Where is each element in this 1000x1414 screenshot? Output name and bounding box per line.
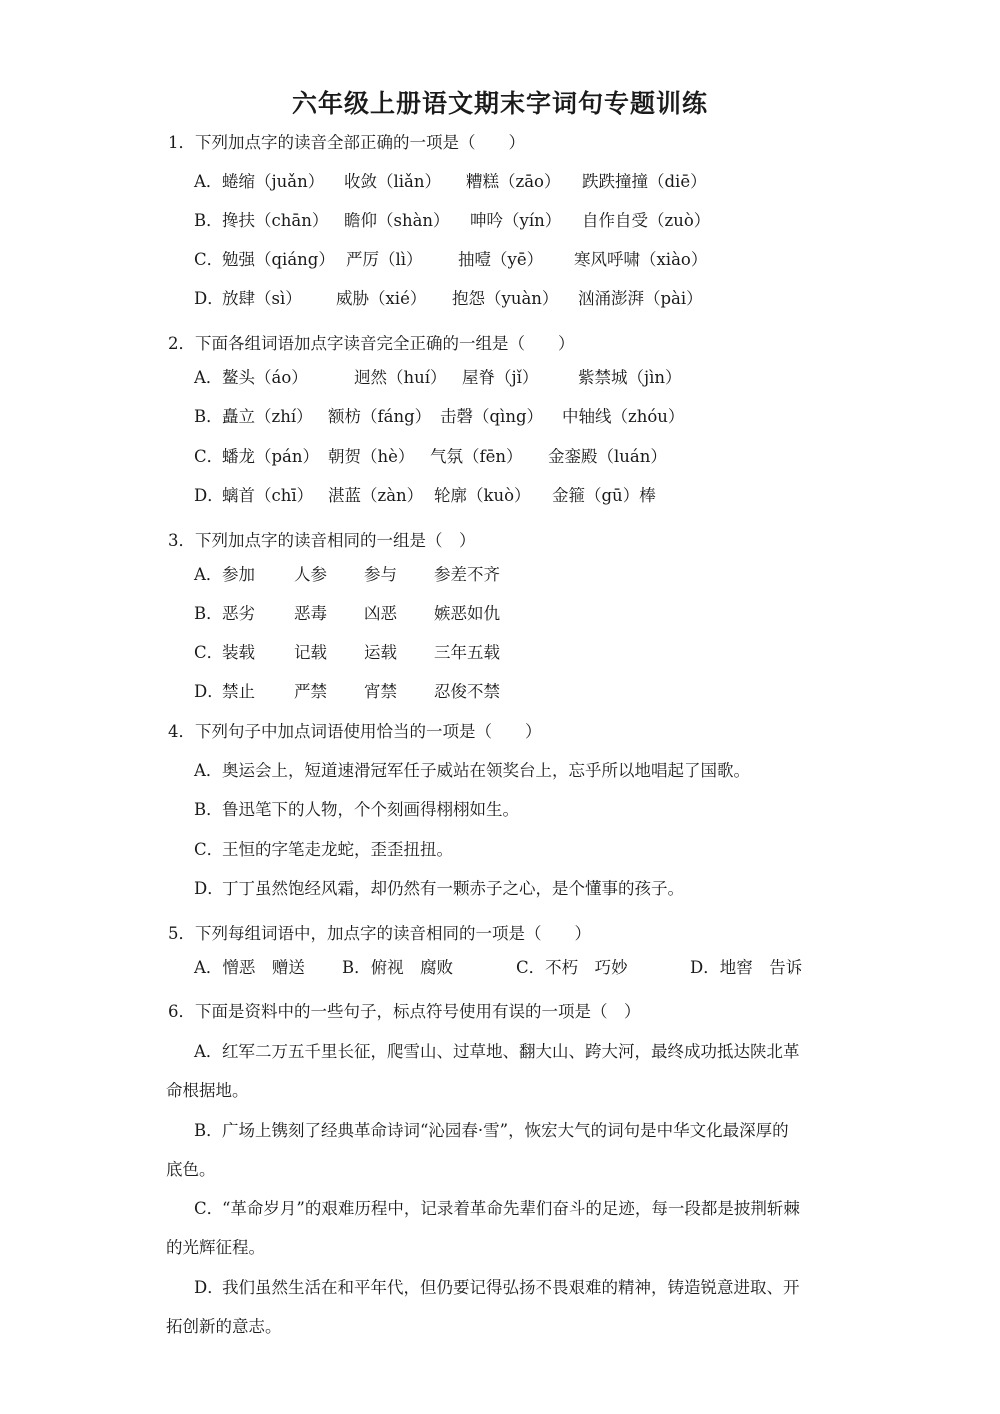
option-letter: B． <box>194 211 223 230</box>
option-item: 人参 <box>294 565 327 584</box>
option-item: 气氛（fēn） <box>430 447 523 466</box>
option-letter: C． <box>194 447 224 466</box>
option-item: 抽噎（yē） <box>458 250 544 269</box>
option-item: 糟糕（zāo） <box>466 172 561 191</box>
option-letter: C． <box>194 250 224 269</box>
option-letter: A． <box>194 1042 223 1061</box>
option-item: 嫉恶如仇 <box>434 604 500 623</box>
option-item: 蜷缩（juǎn） <box>222 172 325 191</box>
question-1-stem: 1．下列加点字的读音全部正确的一项是（ ） <box>168 133 525 152</box>
option-item: 严禁 <box>294 682 327 701</box>
option-letter: D． <box>194 289 224 308</box>
option-item: 记载 <box>294 643 327 662</box>
option-item: 收敛（liǎn） <box>344 172 442 191</box>
option-item: 恶毒 <box>294 604 327 623</box>
option-text: 地窖 告诉 <box>719 958 803 977</box>
option-item: 忍俊不禁 <box>434 682 500 701</box>
option-letter: A． <box>194 565 223 584</box>
option-item: 紫禁城（jìn） <box>578 368 682 387</box>
q5-option-d[interactable] <box>690 957 802 979</box>
option-text-line: 广场上镌刻了经典革命诗词“沁园春·雪”，恢宏大气的词句是中华文化最深厚的 <box>222 1121 789 1140</box>
option-text: 俯视 腐败 <box>370 958 454 977</box>
question-6-stem: 6．下面是资料中的一些句子，标点符号使用有误的一项是（ ） <box>168 1002 641 1021</box>
option-letter: D． <box>194 486 224 505</box>
option-text-line: “革命岁月”的艰难历程中，记录着革命先辈们奋斗的足迹，每一段都是披荆斩棘 <box>222 1199 800 1218</box>
option-item: 严厉（lì） <box>346 250 423 269</box>
option-letter: D． <box>690 958 720 977</box>
option-letter: B． <box>342 958 371 977</box>
question-2-stem: 2．下面各组词语加点字读音完全正确的一组是（ ） <box>168 334 575 353</box>
page-title: 六年级上册语文期末字词句专题训练 <box>291 89 708 118</box>
option-text-line: 红军二万五千里长征，爬雪山、过草地、翻大山、跨大河，最终成功抵达陕北革 <box>222 1042 800 1061</box>
option-item: 螭首（chī） <box>222 486 314 505</box>
option-letter: B． <box>194 800 223 819</box>
option-item: 击磬（qìng） <box>440 407 544 426</box>
question-4-stem: 4．下列句子中加点词语使用恰当的一项是（ ） <box>168 722 542 741</box>
option-item: 参差不齐 <box>434 565 500 584</box>
option-letter: D． <box>194 682 224 701</box>
option-item: 禁止 <box>222 682 255 701</box>
option-item: 矗立（zhí） <box>222 407 313 426</box>
option-text: 奥运会上，短道速滑冠军任子威站在领奖台上，忘乎所以地唱起了国歌。 <box>222 761 750 780</box>
option-letter: C． <box>194 840 224 859</box>
option-item: 放肆（sì） <box>222 289 302 308</box>
option-item: 参加 <box>222 565 255 584</box>
option-item: 恶劣 <box>222 604 255 623</box>
option-item: 金銮殿（luán） <box>548 447 667 466</box>
q5-option-a[interactable] <box>194 957 305 979</box>
option-letter: A． <box>194 958 223 977</box>
option-text-line: 拓创新的意志。 <box>166 1317 282 1336</box>
option-letter: D． <box>194 879 224 898</box>
q5-option-b[interactable] <box>342 957 453 979</box>
option-letter: A． <box>194 761 223 780</box>
option-item: 瞻仰（shàn） <box>344 211 450 230</box>
option-letter: A． <box>194 172 223 191</box>
option-item: 抱怨（yuàn） <box>452 289 559 308</box>
option-letter: B． <box>194 604 223 623</box>
option-letter: D． <box>194 1278 224 1297</box>
option-letter: C． <box>194 1199 224 1218</box>
option-item: 蟠龙（pán） <box>222 447 320 466</box>
option-item: 搀扶（chān） <box>222 211 329 230</box>
option-item: 凶恶 <box>364 604 397 623</box>
option-item: 装载 <box>222 643 255 662</box>
option-text-line: 底色。 <box>166 1160 216 1179</box>
option-text-line: 我们虽然生活在和平年代，但仍要记得弘扬不畏艰难的精神，铸造锐意进取、开 <box>222 1278 800 1297</box>
option-text: 憎恶 赠送 <box>222 958 305 977</box>
option-letter: A． <box>194 368 223 387</box>
option-text-line: 命根据地。 <box>166 1081 249 1100</box>
option-letter: C． <box>516 958 546 977</box>
option-text: 丁丁虽然饱经风霜，却仍然有一颗赤子之心，是个懂事的孩子。 <box>222 879 684 898</box>
option-item: 额枋（fáng） <box>328 407 432 426</box>
option-item: 屋脊（jǐ） <box>462 368 539 387</box>
q5-option-c[interactable] <box>516 957 628 979</box>
option-letter: B． <box>194 407 223 426</box>
option-item: 运载 <box>364 643 397 662</box>
question-5-stem: 5．下列每组词语中，加点字的读音相同的一项是（ ） <box>168 924 591 943</box>
option-item: 寒风呼啸（xiào） <box>574 250 708 269</box>
option-item: 鳌头（áo） <box>222 368 308 387</box>
option-item: 三年五载 <box>434 643 500 662</box>
option-item: 威胁（xié） <box>336 289 427 308</box>
option-item: 宵禁 <box>364 682 397 701</box>
question-3-stem: 3．下列加点字的读音相同的一组是（ ） <box>168 531 476 550</box>
option-item: 朝贺（hè） <box>328 447 415 466</box>
option-letter: C． <box>194 643 224 662</box>
option-item: 迥然（huí） <box>354 368 447 387</box>
option-item: 汹涌澎湃（pài） <box>578 289 703 308</box>
option-item: 勉强（qiáng） <box>222 250 335 269</box>
option-text-line: 的光辉征程。 <box>166 1238 265 1257</box>
option-letter: B． <box>194 1121 223 1140</box>
option-item: 自作自受（zuò） <box>582 211 711 230</box>
option-text: 不朽 巧妙 <box>545 958 628 977</box>
option-item: 湛蓝（zàn） <box>328 486 424 505</box>
option-text: 鲁迅笔下的人物，个个刻画得栩栩如生。 <box>222 800 519 819</box>
option-item: 参与 <box>364 565 397 584</box>
option-text: 王恒的字笔走龙蛇，歪歪扭扭。 <box>222 840 453 859</box>
option-item: 呻吟（yín） <box>470 211 562 230</box>
option-item: 轮廓（kuò） <box>434 486 531 505</box>
option-item: 中轴线（zhóu） <box>562 407 685 426</box>
option-item: 跌跌撞撞（diē） <box>582 172 707 191</box>
option-item: 金箍（gū）棒 <box>552 486 656 505</box>
